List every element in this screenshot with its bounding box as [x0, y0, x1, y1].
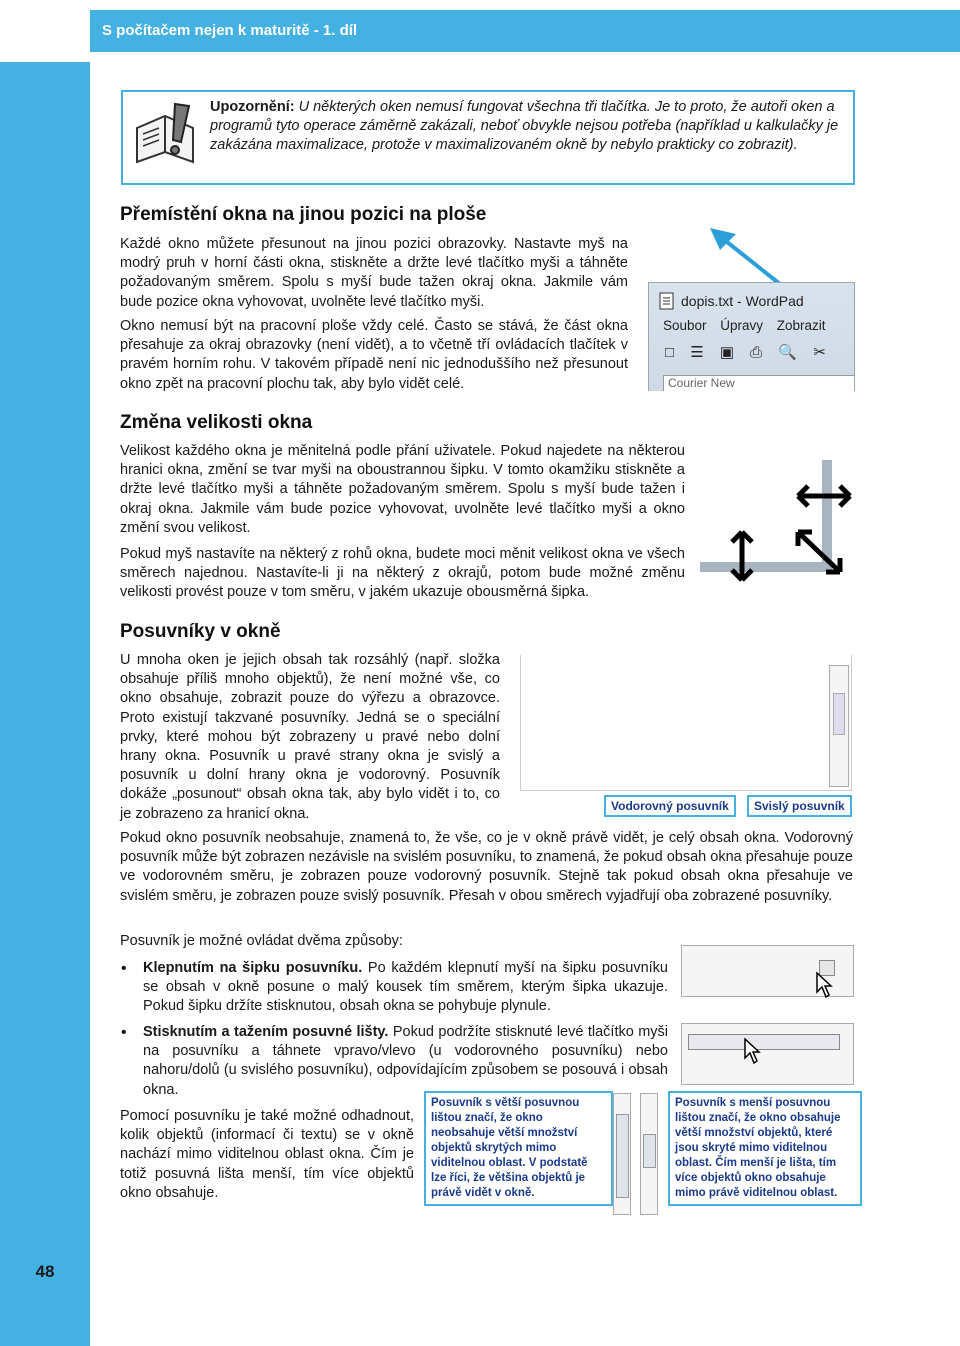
- callout-small-thumb: Posuvník s menší posuvnou lištou značí, že okno obsahuje větší množství objektů, které jsou skryté mimo viditelnou oblast. Čím menší je lišta, tím více objektů okno obsahuje mimo právě viditelnou oblast.: [668, 1091, 862, 1206]
- paragraph-scroll-3: Posuvník je možné ovládat dvěma způsoby:: [120, 933, 403, 949]
- font-select[interactable]: Courier New: [663, 375, 855, 391]
- window-title: dopis.txt - WordPad: [681, 293, 804, 309]
- paragraph-resize-2: Pokud myš nastavíte na některý z rohů okna, budete moci měnit velikost okna ve všech směrech najednou. Nastavíte-li ji na některý z okrajů, potom bude možné změnu velikosti provést pouze v tom směru, v jakém ukazuje obousměrná šipka.: [120, 546, 685, 601]
- wordpad-window[interactable]: [648, 282, 855, 391]
- bullet-1: •: [121, 960, 127, 977]
- scrollbar-illustration: [520, 655, 852, 791]
- label-vertical-scrollbar: Svislý posuvník: [747, 795, 852, 817]
- page-number: 48: [35, 1262, 55, 1281]
- bullet-text-1: [143, 959, 668, 1017]
- note-body: U některých oken nemusí fungovat všechna tři tlačítka. Je to proto, že autoři oken a programů tyto operace záměrně zakázali, neboť obvykle nejsou potřeba (například u kalkulačky je zakázána maximalizace, protože v maximalizovaném okně by nebylo prakticky co zobrazit).: [210, 99, 839, 153]
- warning-note: [121, 90, 855, 185]
- bullet-1-body: Po každém klepnutí myší na šipku posuvníku se obsah v okně posune o malý kousek tím směrem, kterým šipka ukazuje. Pokud šipku držíte stisknutou, obsah okna se pohybuje plynule.: [143, 960, 668, 1015]
- scroll-thumb-example: [681, 1023, 854, 1085]
- book-warning-icon: [131, 98, 201, 172]
- header-title: S počítačem nejen k maturitě - 1. díl: [102, 22, 358, 39]
- toolbar-icons[interactable]: □ ☰ ▣ ⎙ 🔍 ✂: [665, 344, 832, 361]
- left-margin-strip: [0, 62, 90, 1346]
- note-label: Upozornění:: [210, 99, 295, 115]
- heading-scrollbars: Posuvníky v okně: [120, 621, 281, 642]
- heading-move-window: Přemístění okna na jinou pozici na ploše: [120, 204, 487, 225]
- note-text: [210, 98, 846, 155]
- resize-illustration: [700, 460, 860, 590]
- mouse-pointer-icon-2: [744, 1038, 762, 1066]
- bullet-2-bold: Stisknutím a tažením posuvné lišty.: [143, 1024, 389, 1040]
- paragraph-move-1: Každé okno můžete přesunout na jinou pozici obrazovky. Nastavte myš na modrý pruh v horní části okna, stiskněte a držte levé tlačítko myši a táhněte požadovaným směrem. Spolu s myší bude tažen okraj okna. Jakmile vám bude pozice okna vyhovovat, uvolněte levé tlačítko myši.: [120, 236, 628, 310]
- heading-resize-window: Změna velikosti okna: [120, 412, 313, 433]
- vertical-scrollbar-large[interactable]: [613, 1093, 631, 1215]
- bullet-2-body: Pokud podržíte stisknuté levé tlačítko myši na posuvníku a táhnete vpravo/vlevo (u vodorovného posuvníku) nebo nahoru/dolů (u svislého posuvníku), odpovídajícím způsobem se posouvá i obsah okna.: [143, 1024, 668, 1098]
- vertical-scroll-thumb[interactable]: [833, 693, 845, 735]
- mouse-pointer-icon: [816, 972, 834, 1000]
- paragraph-scroll-4: Pomocí posuvníku je také možné odhadnout, kolik objektů (informací či textu) se v okně nachází mimo viditelnou oblast okna. Čím je totiž posuvná lišta menší, tím více objektů okno obsahuje.: [120, 1108, 414, 1201]
- large-scroll-thumb[interactable]: [616, 1114, 629, 1198]
- bullet-text-2: [143, 1023, 668, 1100]
- paragraph-scroll-1: U mnoha oken je jejich obsah tak rozsáhlý (např. složka obsahuje příliš mnoho objektů), že není možné vše, co okno obsahuje, zobrazit pouze do výřezu a obrazovce. Proto existují takzvané posuvníky. Jedná se o speciální prvky, které mohou být zobrazeny u pravé nebo dolní hrany okna. Posuvník u pravé strany okna je svislý a posuvník u dolní hrany okna je vodorovný. Posuvník dokáže „posunout“ obsah okna tak, aby bylo vidět i to, co je zobrazeno za hranicí okna.: [120, 652, 500, 822]
- document-icon: [659, 292, 675, 310]
- scroll-thumb[interactable]: [688, 1034, 840, 1050]
- small-scroll-thumb[interactable]: [643, 1134, 656, 1168]
- paragraph-scroll-2: Pokud okno posuvník neobsahuje, znamená to, že vše, co je v okně právě vidět, je celý obsah okna. Vodorovný posuvník může být zobrazen nezávisle na svislém posuvníku, to znamená, že pokud obsah okna přesahuje pouze ve vodorovném směru, je zobrazen pouze vodorovný posuvník. Stejně tak pokud obsah okna přesahuje ve svislém směru, je zobrazen pouze svislý posuvník. Přesah v obou směrech vyjadřují oba zobrazené posuvníky.: [120, 830, 853, 904]
- vertical-scrollbar-small[interactable]: [640, 1093, 658, 1215]
- paragraph-resize-1: Velikost každého okna je měnitelná podle přání uživatele. Pokud najedete na některou hranici okna, změní se tvar myši na oboustrannou šipku. V tomto okamžiku stiskněte a držte levé tlačítko myši a táhněte požadovaným směrem. Spolu s myší bude tažen i okraj okna. Jakmile vám bude pozice vyhovovat, uvolněte levé tlačítko myši a okno změní svou velikost.: [120, 443, 685, 536]
- label-horizontal-scrollbar: Vodorovný posuvník: [604, 795, 736, 817]
- paragraph-move-2: Okno nemusí být na pracovní ploše vždy celé. Často se stává, že část okna přesahuje za okraj obrazovky (není vidět), a to včetně tří ovládacích tlačítek v pravém horním rohu. V takovém případě není nic jednoduššího než přesunout okno zpět na pracovní plochu tak, aby bylo vidět celé.: [120, 318, 628, 392]
- callout-large-thumb: Posuvník s větší posuvnou lištou značí, že okno neobsahuje větší množství objektů skrytých mimo viditelnou oblast. V podstatě lze říci, že většina objektů je právě vidět v okně.: [424, 1091, 613, 1206]
- page-header: [0, 0, 960, 62]
- bullet-2: •: [121, 1024, 127, 1041]
- window-menu[interactable]: Soubor Úpravy Zobrazit: [663, 318, 826, 333]
- bullet-1-bold: Klepnutím na šipku posuvníku.: [143, 960, 363, 976]
